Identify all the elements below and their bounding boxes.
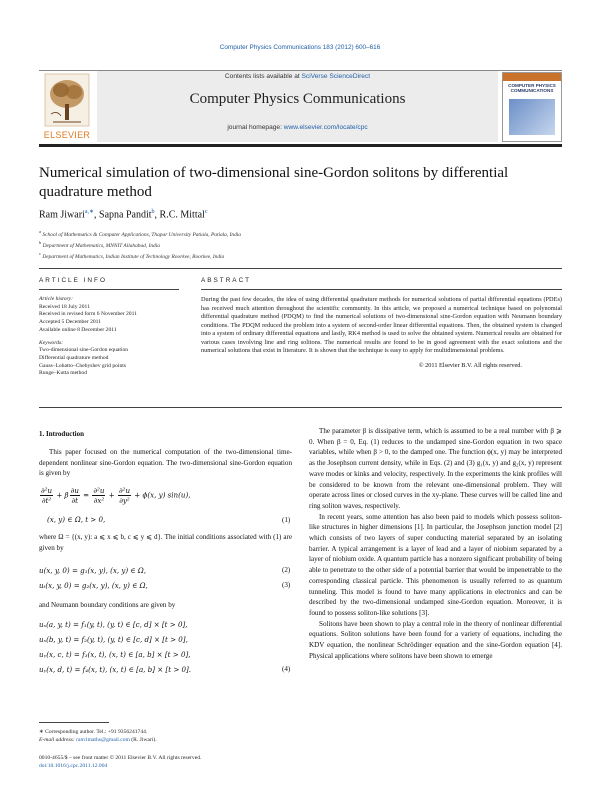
equation-number[interactable]: (4) — [282, 665, 291, 673]
fraction: $\frac{\text{∂²u}}{\text{∂t²}}$ — [41, 486, 53, 505]
equation-1: $\frac{\text{∂²u}}{\text{∂t²}}$ + β $\frac{\partial u}{\partial t}$ = $\frac{\text{∂²u}}{\text{∂x²}}$ + $\frac{\text{∂²u}}{\text{∂y²}}$ + ϕ(x, y) sin(u), — [41, 486, 191, 505]
equation-number[interactable]: (3) — [282, 581, 291, 589]
divider — [201, 289, 562, 290]
author-name[interactable]: Ram Jiwari — [39, 209, 85, 221]
article-info — [39, 296, 179, 378]
author-separator: , — [94, 209, 100, 221]
email-label: E-mail address: — [39, 737, 77, 743]
affiliation-item — [39, 239, 562, 250]
fraction: $\frac{\partial u}{\partial t}$ — [70, 486, 79, 505]
journal-header — [39, 70, 562, 142]
keyword-item: Two-dimensional sine-Gordon equation — [39, 347, 129, 354]
affiliation-mark: b — [39, 240, 42, 245]
fraction: $\frac{\text{∂²u}}{\text{∂x²}}$ — [93, 486, 105, 505]
divider — [39, 268, 562, 269]
email-link[interactable]: ram1maths@gmail.com — [76, 737, 130, 743]
history-heading: Article history: — [39, 296, 74, 302]
cover-band — [503, 73, 561, 81]
bottom-meta — [39, 754, 339, 770]
abstract-text: During the past few decades, the idea of using differential quadrature methods for numerical solutions of partial differential equations (PDEs) has received much attention throughout the scientific community. In this article, we proposed a numerical technique based on polynomial differential quadrature method (PDQM) to find the numerical solutions of two-dimensional sine-Gordon equation with Neumann boundary conditions. The PDQM reduced the problem into a system of second-order linear differential equations. Then, the obtained system is changed into a system of ordinary differential equations and lastly, RK4 method is used to solve the obtained system. Numerical results are obtained for various cases involving line and ring solitons. The numerical results are found to be in good agreement with the exact solutions and the numerical solutions that exist in literature. It is shown that the technique is easy to apply for multidimensional problems. — [201, 296, 562, 354]
cover-title: COMPUTER PHYSICS COMMUNICATIONS — [508, 83, 556, 94]
contents-prefix: Contents lists available at — [224, 73, 302, 80]
email-suffix: (R. Jiwari). — [129, 737, 157, 743]
left-paragraph — [39, 447, 292, 479]
author-name[interactable]: R.C. Mittal — [159, 209, 205, 221]
right-column — [309, 426, 562, 661]
equation-4-line: uᵧ(x, d, t) = f₄(x, t), (x, t) ∈ [a, b] × [t > 0]. — [39, 665, 192, 674]
corresponding-author: ∗ Corresponding author. Tel.: +91 9356241744. — [39, 729, 148, 735]
history-item: Received in revised form 6 November 2011 — [39, 311, 137, 318]
journal-reference[interactable]: Computer Physics Communications 183 (2012) 600–616 — [219, 44, 381, 51]
divider — [39, 407, 562, 408]
equation-4-line: uᵧ(x, c, t) = f₃(x, t), (x, t) ∈ [a, b] × [t > 0], — [39, 650, 191, 659]
affiliation-item — [39, 250, 562, 261]
elsevier-logo[interactable] — [39, 70, 95, 142]
author-affiliation-mark[interactable]: a,∗ — [84, 209, 95, 215]
elsevier-tree-icon — [39, 70, 95, 130]
journal-cover-thumbnail[interactable] — [502, 72, 562, 142]
sciencedirect-link[interactable]: SciVerse ScienceDirect — [301, 73, 371, 80]
history-item: Received 18 July 2011 — [39, 303, 90, 310]
cover-image — [509, 99, 555, 135]
article-info-label: ARTICLE INFO — [39, 277, 107, 284]
doi-link[interactable]: doi:10.1016/j.cpc.2011.12.004 — [39, 763, 108, 769]
paragraph: The parameter β is dissipative term, which is assumed to be a real number with β ⩾ 0. When β = 0, Eq. (1) reduces to the undamped sine-Gordon equation in two space variables, while when β > 0, to the damped one. The function ϕ(x, y) may be interpreted as the Josephson current density, while in Eqs. (2) and (3) g₁(x, y) and g₂(x, y) represent wave modes or kinks and velocity, respectively. In the experiments the kink profiles will be considered to be known from the relevant one-dimensional problem. They will operate across lines or closed curves in the xy-plane. These curves will be called line and ring soliton waves, respectively. — [309, 427, 562, 510]
homepage-prefix: journal homepage: — [227, 124, 284, 131]
author-affiliation-mark[interactable]: c — [204, 209, 208, 215]
keyword-item: Runge–Kutta method — [39, 370, 88, 377]
equation-3: uₜ(x, y, 0) = g₂(x, y), (x, y) ∈ Ω, — [39, 581, 148, 590]
paragraph: This paper focused on the numerical computation of the two-dimensional time-dependent nonlinear sine-Gordon equation. The two-dimensional sine-Gordon equation is given by — [39, 448, 292, 478]
abstract-copyright: © 2011 Elsevier B.V. All rights reserved. — [418, 362, 522, 369]
keyword-item: Gauss–Lobatto–Chebyshev grid points — [39, 362, 127, 369]
email-line — [39, 736, 292, 744]
equation-4-line: uₓ(a, y, t) = f₁(y, t), (y, t) ∈ [c, d] × [t > 0], — [39, 620, 188, 629]
fraction: $\frac{\text{∂²u}}{\text{∂y²}}$ — [118, 486, 131, 505]
author-list — [39, 208, 562, 220]
left-paragraph — [39, 600, 292, 611]
publisher-wordmark: ELSEVIER — [43, 130, 91, 140]
footnote — [39, 728, 292, 744]
homepage-link[interactable]: www.elsevier.com/locate/cpc — [283, 124, 368, 131]
history-item: Available online 8 December 2011 — [39, 326, 117, 333]
affiliation-text: Department of Mathematics, MNNIT Allahabad, India — [42, 242, 160, 249]
keywords-heading: Keywords: — [39, 339, 64, 346]
equation-1-domain: (x, y) ∈ Ω, t > 0, — [47, 515, 106, 524]
author-separator: , — [154, 209, 160, 221]
paragraph: where Ω = {(x, y): a ⩽ x ⩽ b, c ⩽ y ⩽ d}. The initial conditions associated with (1) are given by — [39, 533, 292, 552]
affiliation-mark: a — [39, 229, 41, 234]
paragraph: and Neumann boundary conditions are given by — [39, 601, 176, 609]
journal-name: Computer Physics Communications — [189, 91, 406, 107]
affiliation-text: Department of Mathematics, Indian Institute of Technology Roorkee, Roorkee, India — [42, 253, 225, 260]
paragraph: Solitons have been shown to play a central role in the theory of nonlinear differential equations. Soliton solutions have been found for a variety of equations, including the KDV equation, the nonlinear Schrödinger equation and the sine-Gordon equation [4]. Physical applications where solitons have been shown to emerge — [309, 619, 562, 660]
section-heading: 1. Introduction — [39, 430, 84, 438]
journal-homepage-line — [97, 124, 498, 131]
equation-number[interactable]: (1) — [282, 516, 291, 524]
footnote-rule — [39, 722, 109, 723]
affiliation-list — [39, 228, 562, 261]
keyword-item: Differential quadrature method — [39, 354, 109, 361]
left-paragraph — [39, 532, 292, 553]
divider — [39, 289, 179, 290]
equation-2: u(x, y, 0) = g₁(x, y), (x, y) ∈ Ω, — [39, 566, 147, 575]
header-bottom-rule — [39, 144, 562, 147]
paragraph: In recent years, some attention has also been paid to models which possess soliton-like structures in higher dimensions [1]. In particular, the Josephson junction model [2] which consists of two layers of super conducting material separated by an isolating barrier. A typical arrangement is a layer of lead and a layer of niobium separated by a layer of niobium oxide. A quantum particle has a nonzero significant probability of being able to penetrate to the other side of a potential barrier that would be impenetrable to the corresponding classical particle. This phenomenon is usually referred to as quantum tunneling. This model is found to have many applications in electronics and can be described by the two-dimensional undamped sine-Gordon equation. Moreover, it is found to possess soliton-like solutions [3]. — [309, 512, 562, 617]
history-item: Accepted 5 December 2011 — [39, 319, 102, 326]
affiliation-item — [39, 228, 562, 239]
issn-line: 0010-4655/$ – see front matter © 2011 Elsevier B.V. All rights reserved. — [39, 755, 202, 761]
author-name[interactable]: Sapna Pandit — [99, 209, 152, 221]
contents-line — [97, 73, 498, 80]
affiliation-text: School of Mathematics & Computer Applications, Thapar University Patiala, Patiala, India — [42, 231, 241, 238]
equation-4-line: uₓ(b, y, t) = f₂(y, t), (y, t) ∈ [c, d] × [t > 0], — [39, 635, 188, 644]
article-title: Numerical simulation of two-dimensional sine-Gordon solitons by differential quadrature method — [39, 165, 509, 200]
author-affiliation-mark[interactable]: b — [151, 209, 155, 215]
header-top-rule — [39, 70, 562, 71]
abstract-label: ABSTRACT — [201, 277, 252, 284]
equation-number[interactable]: (2) — [282, 566, 291, 574]
affiliation-mark: c — [39, 251, 41, 256]
